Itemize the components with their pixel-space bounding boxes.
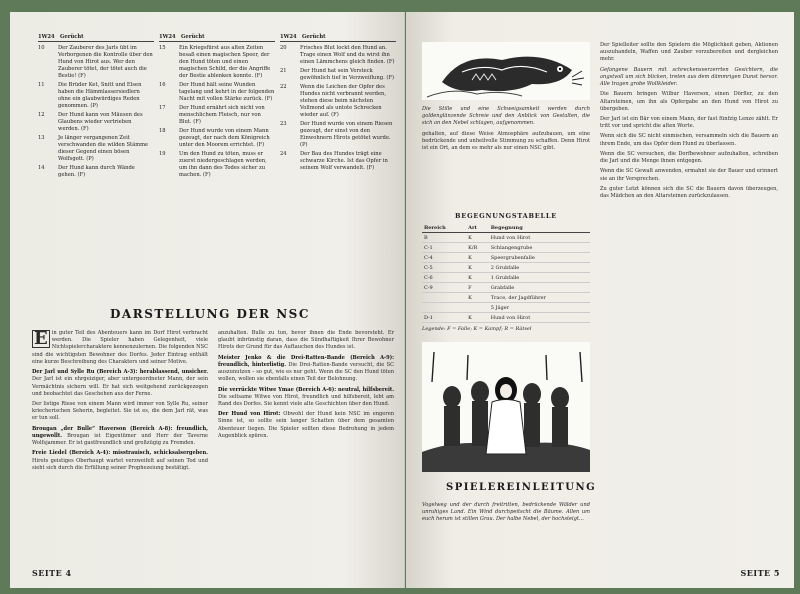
rumor-table-header xyxy=(280,34,396,42)
right-page xyxy=(406,12,794,588)
paragraph: Wenn sich die SC nicht einmischen, versammeln sich die Bauern an ihrem Ende, um das Opfer dem Hund zu überlassen. xyxy=(600,133,778,147)
paragraph: Meister Jenko & die Drei-Ratten-Bande (Bereich A-9): freundlich, hinterlistig. Die Drei-Ratten-Bande versucht, die SC auszunutzen – so gut, wie es nur geht. Wenn die SC den Hund töten wollen, wollen sie ebenfalls einen Teil der Belohnung. xyxy=(218,354,394,383)
table-row: 11 Die Brüder Ket, Snitt und Elsen haben die Hämmlassersiedlern ohne ein glaubwürdiges Reden genommen. (P) xyxy=(38,82,142,110)
villagers-icon xyxy=(422,342,590,472)
paragraph: Die Stille und eine Schweigsamkeit werden durch goldenglänzende Schreie und den Anblick von Gestalten, die sich an den Nebel schlagen, aufgenommen. xyxy=(422,106,590,127)
page-number-left: SEITE 4 xyxy=(32,568,72,578)
paragraph: Die verrückte Witwe Ymae (Bereich A-6): neutral, hilfsbereit. Die seltsame Witwe von Hirot, freundlich und hilfsbereit, lebt am Rand des Dorfes. Sie kennt viele alte Geschichten über den Hund. xyxy=(218,386,394,407)
rumor-header-die: 1W24 xyxy=(159,34,176,40)
dragon-illustration xyxy=(422,42,590,100)
table-row: B K Hund von Hirot xyxy=(422,233,590,243)
rumor-header-die: 1W24 xyxy=(38,34,55,40)
encounter-table xyxy=(422,212,590,332)
paragraph: Zu guter Letzt können sich die SC die Bauern davon überzeugen, das Mädchen an den Altarsteinen zurückzulassen. xyxy=(600,185,778,199)
table-row: 12 Der Hund kann von Mäusen des Glaubens wieder vertrieben werden. (F) xyxy=(38,112,143,133)
encounter-table-header: Bereich Art Begegnung xyxy=(422,224,590,233)
table-row: 18 Der Hund wurde von einem Mann gezeugt, der nach dem Königreich unter den Moorem errichtet. (F) xyxy=(159,128,270,149)
rumor-header-label: Gerücht xyxy=(60,34,84,40)
intro-column-left xyxy=(422,106,590,224)
rumor-header-die: 1W24 xyxy=(280,34,297,40)
rumor-header-label: Gerücht xyxy=(181,34,205,40)
table-row: 13 Je länger vergangenen Zeit verschwanden die wilden Stämme dieser Gegend einen bösen Wolfsgott. (P) xyxy=(38,135,149,163)
table-row: 23 Der Hund wurde von einem Riesen gezeugt, der einst von den Einwohnern Hirots getötet wurde. (P) xyxy=(280,121,393,149)
paragraph: Freie Liedel (Bereich A-4): misstrauisch, schicksalsergeben. Hirots geistiges Oberhaupt wartet verzweifelt auf seinen Tod und sieht sich durch die Erfüllung seiner Prophezeiung bestätigt. xyxy=(32,450,208,471)
table-row: 20 Frisches Blut lockt den Hund an. Trage einen Wolf und du wirst ihn einen Lämmchens gleich finden. (F) xyxy=(280,45,395,66)
rumor-table-header xyxy=(159,34,275,42)
rumor-header-label: Gerücht xyxy=(302,34,326,40)
table-row: 16 Der Hund hält seine Wunden tagelang und kehrt in der folgenden Nacht mit vollen Stärke zurück. (F) xyxy=(159,82,275,103)
section-title-npc: DARSTELLUNG DER NSC xyxy=(110,307,310,321)
left-page xyxy=(10,12,405,588)
paragraph: Die Bauern bringen Wilbur Haverson, einen Dörfler, zu den Altarsteinen, um ihn als Opfergabe an den Hund von Hirot zu übergeben. xyxy=(600,91,778,112)
table-row: C-9 F Grabfalle xyxy=(422,283,590,293)
table-row: 5 Jäger xyxy=(422,303,590,313)
table-row: 24 Der Bau des Hundes trägt eine schwarze Kirche. Ist das Opfer in seinem Wolf verwandelt. (F) xyxy=(280,151,388,172)
table-row: 10 Der Zauberer des Jarls übt im Verborgenen die Kontrolle über den Hund von Hirot aus. Wer den Zauberer tötet, der tötet auch die Bestie! (F) xyxy=(38,45,153,80)
table-row: C-1 K/R Schlangengrube xyxy=(422,243,590,253)
sacrifice-illustration xyxy=(422,342,590,472)
paragraph: gehalten, auf diese Weise Atmosphäre aufzubauen, um eine bedrückende und unheilvolle Stimmung zu schaffen. Denn Hirot ist ein Ort, an dem es mehr als nur einen NSC gibt. xyxy=(422,130,590,152)
table-row: 17 Der Hund ernährt sich nicht von menschlichem Fleisch, nur von Blut. (F) xyxy=(159,105,265,126)
paragraph: Der Jarl und Sylle Ru (Bereich A-3): herablassend, unsicher. Der Jarl ist ein ehrgeiziger, aber untergeordneter Mann, der sein Vermächtnis sichern will. Er hat sich weitgehend zurückgezogen und beobachtet das Geschehen aus der Ferne. xyxy=(32,369,208,397)
paragraph: Der Hund von Hirot: Obwohl der Hund kein NSC im engeren Sinne ist, so sollte sein langer Schatten über dem gesamten Abenteuer liegen. Die Spieler sollten diese Bedrohung in jedem Augenblick spüren. xyxy=(218,411,395,439)
rumor-table-column xyxy=(38,34,154,181)
encounter-legend: Legende: F = Falle; K = Kampf; R = Rätsel xyxy=(422,326,532,332)
paragraph: Der listige Riese von einem Mann wird immer von Sylle Ru, seiner kriecherischen Seherin, begleitet. Sie ist es, die dem Jarl rät, was er tun soll. xyxy=(32,400,208,422)
table-row: 14 Der Hund kann durch Wände gehen. (F) xyxy=(38,165,135,179)
section-title-intro: SPIELEREINLEITUNG xyxy=(446,482,597,493)
table-row: 22 Wenn die Leichen der Opfer des Hundes nicht verbrannt werden, stehen diese beim nächsten Vollmond als untote Schrecken wieder auf. (F) xyxy=(280,84,387,119)
open-booklet xyxy=(10,12,794,590)
paragraph: Brougan „der Bulle“ Haverson (Bereich A-8): freundlich, ungewollt. Brougan ist Eigentümer und Herr der Taverne Wolfsjammer. Er ist gastfreundlich und großzügig zu Fremden. xyxy=(32,425,209,447)
paragraph: Wenn die SC versuchen, die Dorfbewohner aufzuhalten, schreiben die Jarl und die Menge ihnen entgegen. xyxy=(600,150,778,165)
player-intro-text: Vogelweg und der durch freitritten, bedrückende Wälder und unruhiges Land. Ein Wind durchpeitscht die Bäume. Allen um euch herum ist stillen Grau. Der halbe Nebel, der hochsteigt... xyxy=(422,502,590,523)
paragraph: E in guter Teil des Abenteuers kann im Dorf Hirot verbracht werden. Die Spieler haben Gelegenheit, viele Nichtspielercharaktere kennenzulernen. Die folgenden NSC sind die wichtigsten Bewohner des Dorfes. Jeder Eintrag enthält eine kurze Beschreibung des Charakters und seiner Motive. xyxy=(32,328,208,365)
table-row: 15 Ein Kriegsfürst aus alten Zeiten besaß einen magischen Speer, der den Hund töten und einen magischen Schild, der die Angriffe der Bestie ablenken konnte. (F) xyxy=(159,45,271,80)
rumor-table-header xyxy=(38,34,154,42)
paragraph: anzuhalten. Bulle zu tun, bevor ihnen die Ende bevorsteht. Er glaubt inbrünstig daran, dass die Sündhaftigkeit Ihrer Bewohner Hirots der Grund für das Auftauchen des Hundes ist. xyxy=(218,330,394,351)
table-row: K Trace, der Jagdführer xyxy=(422,293,590,303)
dragon-icon xyxy=(422,42,590,100)
rumor-table xyxy=(38,34,396,296)
table-row: C-4 K Speergrubenfalle xyxy=(422,253,590,263)
paragraph: Der Spielleiter sollte den Spielern die Möglichkeit geben, Aktionen auszuhandeln, Waffen und Zauber vorzubereiten und dergleichen mehr. xyxy=(600,42,778,63)
encounter-table-title: BEGEGNUNGSTABELLE xyxy=(455,212,557,220)
page-number-right: SEITE 5 xyxy=(740,568,780,578)
table-row: 21 Der Hund hat sein Versteck gewöhnlich tief in Verzweiflung. (F) xyxy=(280,68,395,82)
rumor-table-column xyxy=(280,34,396,174)
drop-cap: E xyxy=(34,328,48,349)
paragraph: Der Jarl ist ein Bär von einem Mann, der fast fünfzig Lenze zählt. Er tritt vor und spricht die alten Worte. xyxy=(600,115,778,130)
paragraph: Gefangene Bauern mit schreckensverzerrten Gesichtern, die angstvoll um sich blicken, treten aus dem dämmrigen Dunst hervor. Alle tragen grobe Wollkleider. xyxy=(600,66,778,88)
npc-column-left xyxy=(32,330,208,570)
rumor-table-column xyxy=(159,34,275,181)
table-row: D-1 K Hund von Hirot xyxy=(422,313,590,323)
paragraph: Wenn die SC Gewalt anwenden, ermahnt sie der Bauer und erinnert sie an ihr Versprechen. xyxy=(600,168,778,182)
npc-column-right xyxy=(218,330,394,570)
table-row: C-5 K 2 Grubfalle xyxy=(422,263,590,273)
table-row: C-6 K 1 Grubfalle xyxy=(422,273,590,283)
intro-column-right xyxy=(600,42,778,562)
table-row: 19 Um den Hund zu töten, muss er zuerst niedergeschlagen werden, um ihn dann des Todes sicher zu machen. (F) xyxy=(159,151,267,179)
